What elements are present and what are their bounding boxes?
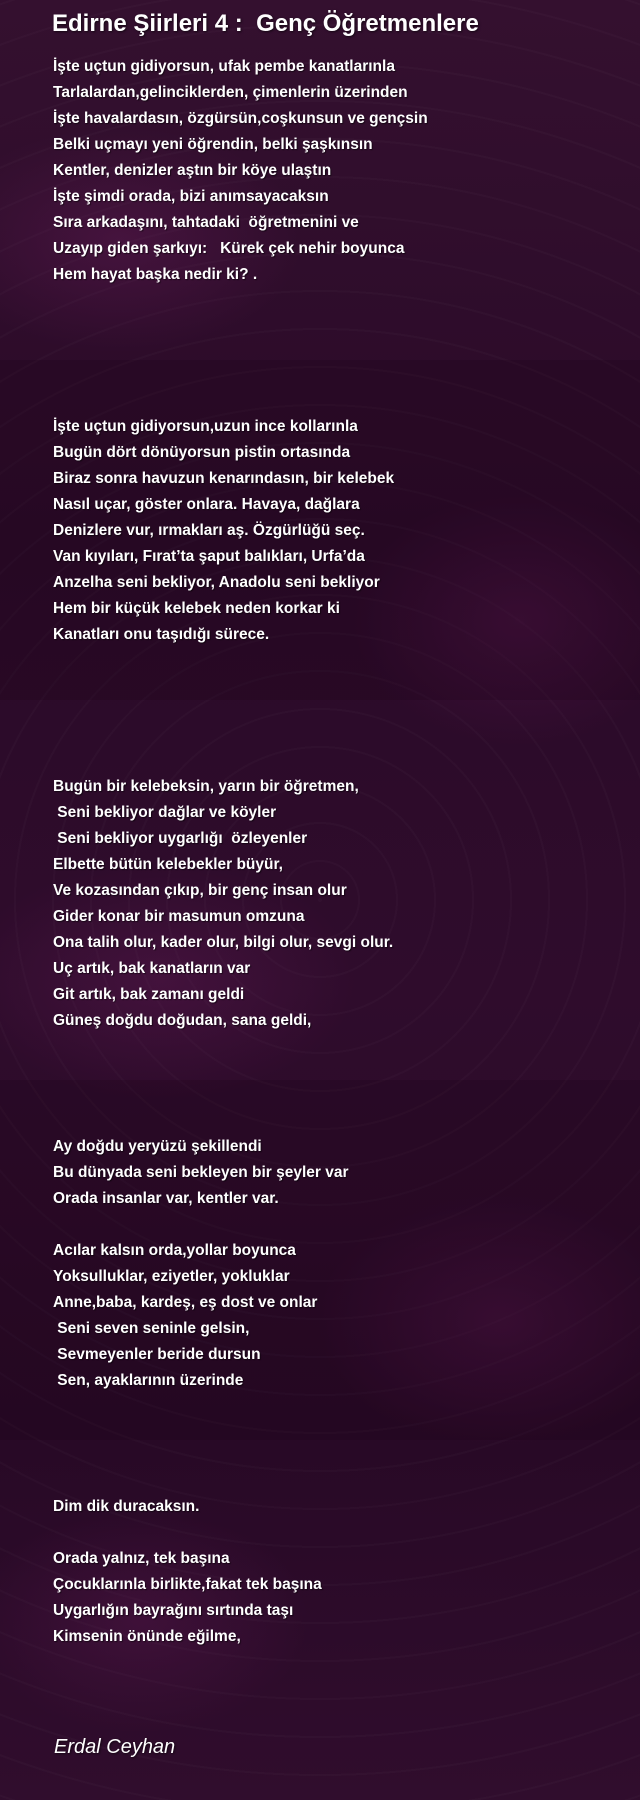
poem-line: Uç artık, bak kanatların var — [53, 960, 251, 977]
poem-line: Bugün dört dönüyorsun pistin ortasında — [53, 444, 351, 461]
poem-line: Denizlere vur, ırmakları aş. Özgürlüğü seç. — [53, 522, 365, 539]
stanza-6 — [53, 1494, 633, 1520]
poem-line: Acılar kalsın orda,yollar boyunca — [53, 1242, 296, 1259]
stanza-7 — [53, 1546, 633, 1650]
poem-line: Kimsenin önünde eğilme, — [53, 1628, 241, 1645]
poem-line: Nasıl uçar, göster onlara. Havaya, dağlara — [53, 496, 360, 513]
stanza-gap — [53, 1212, 633, 1238]
poem-line: Kanatları onu taşıdığı sürece. — [53, 626, 270, 643]
poem-line: Uygarlığın bayrağını sırtında taşı — [53, 1602, 294, 1619]
poem-line: Ay doğdu yeryüzü şekillendi — [53, 1138, 262, 1155]
poem-line: İşte uçtun gidiyorsun, ufak pembe kanatlarınla — [53, 58, 395, 75]
poem-line: Belki uçmayı yeni öğrendin, belki şaşkınsın — [53, 136, 373, 153]
poem-line: Bu dünyada seni bekleyen bir şeyler var — [53, 1164, 349, 1181]
stanza-2 — [53, 414, 633, 648]
poem-line: Seni seven seninle gelsin, — [53, 1320, 250, 1337]
poem-line: Yoksulluklar, eziyetler, yokluklar — [53, 1268, 290, 1285]
poem-line: Seni bekliyor uygarlığı özleyenler — [53, 830, 308, 847]
poem-line: Bugün bir kelebeksin, yarın bir öğretmen, — [53, 778, 359, 795]
poem-line: Gider konar bir masumun omzuna — [53, 908, 305, 925]
poem-line: Hem hayat başka nedir ki? . — [53, 266, 258, 283]
stanza-1 — [53, 54, 633, 288]
poem-line: Kentler, denizler aştın bir köye ulaştın — [53, 162, 332, 179]
stanza-3 — [53, 774, 633, 1034]
stanza-gap — [53, 648, 633, 774]
poem-author: Erdal Ceyhan — [54, 1736, 176, 1758]
poem-line: Güneş doğdu doğudan, sana geldi, — [53, 1012, 312, 1029]
poem-line: Sıra arkadaşını, tahtadaki öğretmenini ve — [53, 214, 359, 231]
poem-line: Biraz sonra havuzun kenarındasın, bir kelebek — [53, 470, 395, 487]
poem-body — [53, 54, 633, 1650]
poem-line: İşte uçtun gidiyorsun,uzun ince kollarınla — [53, 418, 358, 435]
poem-line: Tarlalardan,gelinciklerden, çimenlerin üzerinden — [53, 84, 408, 101]
stanza-5 — [53, 1238, 633, 1394]
poem-line: Git artık, bak zamanı geldi — [53, 986, 245, 1003]
stanza-4 — [53, 1134, 633, 1212]
poem-line: Uzayıp giden şarkıyı: Kürek çek nehir boyunca — [53, 240, 405, 257]
poem-line: Orada insanlar var, kentler var. — [53, 1190, 279, 1207]
poem-line: Seni bekliyor dağlar ve köyler — [53, 804, 277, 821]
poem-line: Ve kozasından çıkıp, bir genç insan olur — [53, 882, 347, 899]
poem-line: Sen, ayaklarının üzerinde — [53, 1372, 244, 1389]
poem-line: Anne,baba, kardeş, eş dost ve onlar — [53, 1294, 318, 1311]
poem-line: İşte şimdi orada, bizi anımsayacaksın — [53, 188, 329, 205]
poem-line: Çocuklarınla birlikte,fakat tek başına — [53, 1576, 322, 1593]
poem-line: Orada yalnız, tek başına — [53, 1550, 230, 1567]
poem-line: Ona talih olur, kader olur, bilgi olur, sevgi olur. — [53, 934, 394, 951]
poem-title: Edirne Şiirleri 4 : Genç Öğretmenlere — [52, 10, 479, 37]
poem-line: Hem bir küçük kelebek neden korkar ki — [53, 600, 340, 617]
stanza-gap — [53, 288, 633, 414]
poem-line: Sevmeyenler beride dursun — [53, 1346, 261, 1363]
poem-line: Anzelha seni bekliyor, Anadolu seni bekliyor — [53, 574, 380, 591]
poem-line: Dim dik duracaksın. — [53, 1498, 200, 1515]
stanza-gap — [53, 1520, 633, 1546]
poem-line: İşte havalardasın, özgürsün,coşkunsun ve gençsin — [53, 110, 428, 127]
stanza-gap — [53, 1034, 633, 1134]
poem-line: Van kıyıları, Fırat’ta şaput balıkları, Urfa’da — [53, 548, 365, 565]
poem-line: Elbette bütün kelebekler büyür, — [53, 856, 283, 873]
stanza-gap — [53, 1394, 633, 1494]
